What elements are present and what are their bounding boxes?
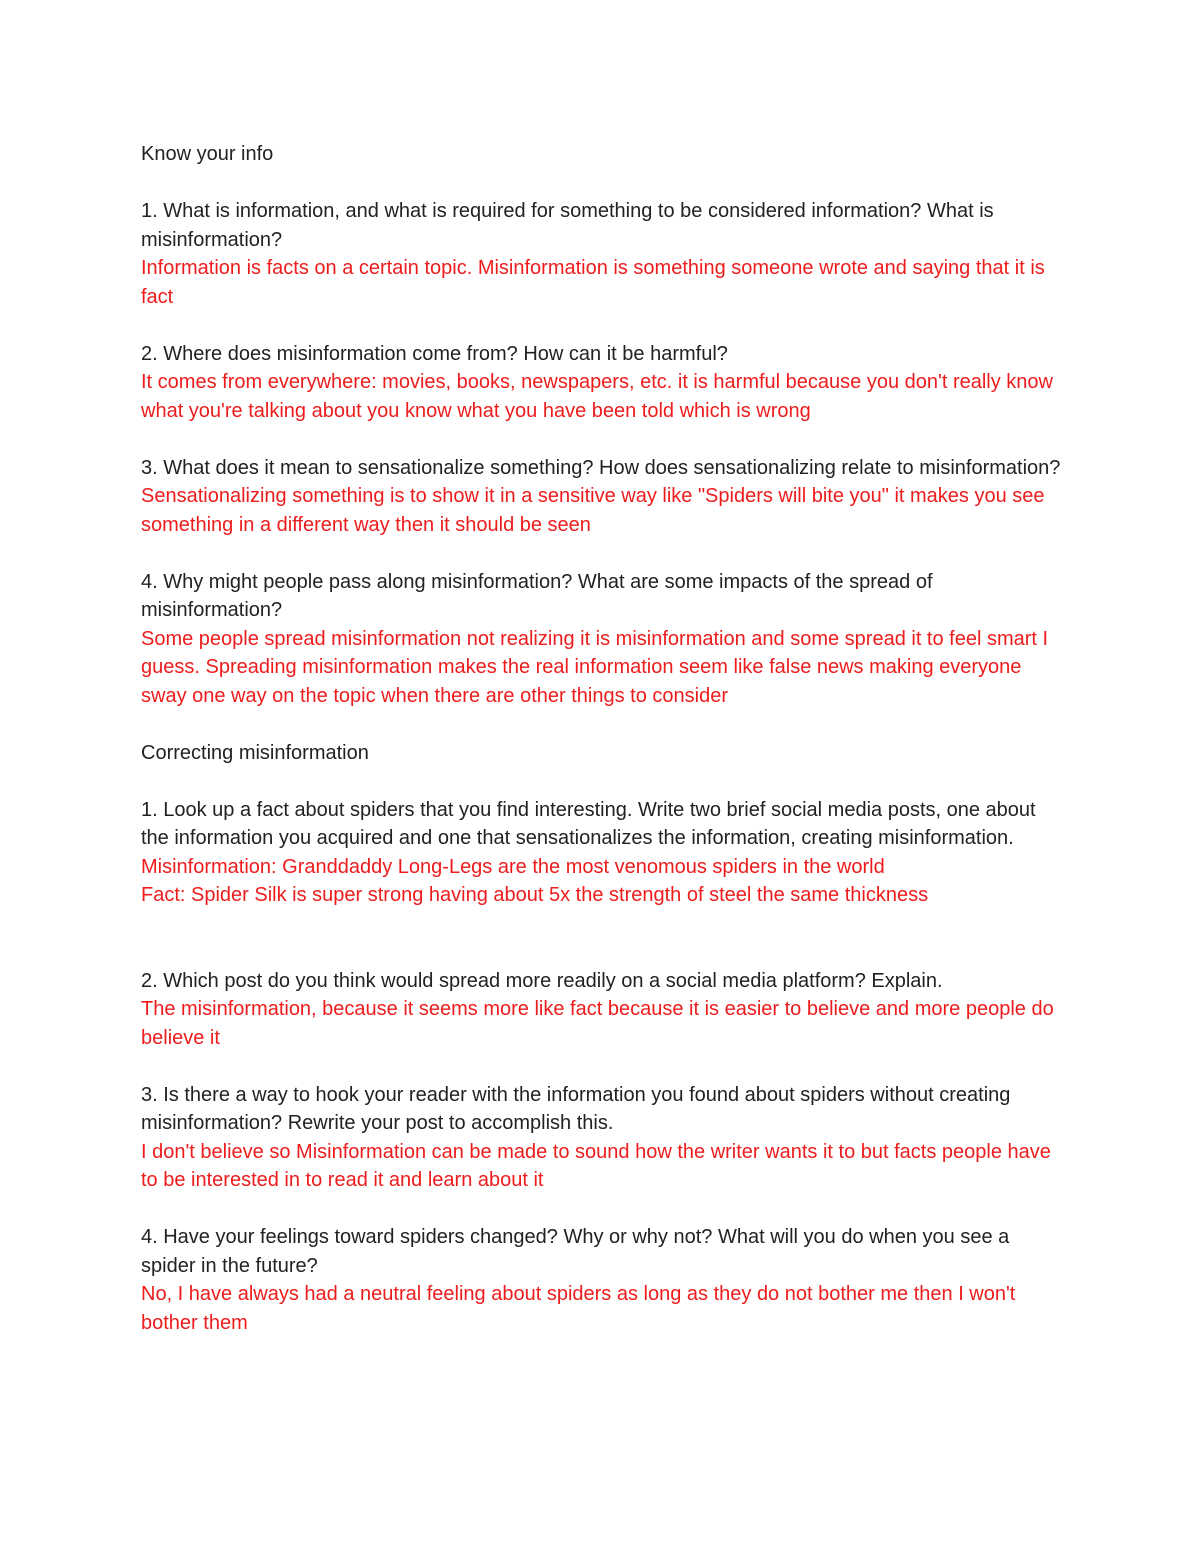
question-text: 3. What does it mean to sensationalize something? How does sensationalizing relate to misinformation? <box>141 456 1061 479</box>
question-text: 4. Have your feelings toward spiders changed? Why or why not? What will you do when you see a spider in the future? <box>141 1226 1010 1277</box>
question-block-3 <box>141 454 1061 540</box>
answer-text <box>141 853 1061 910</box>
answer-text: Some people spread misinformation not realizing it is misinformation and some spread it to feel smart I guess. Spreading misinformation makes the real information seem like false news making everyone sway one way on the topic when there are other things to consider <box>141 627 1049 707</box>
question-block-spiders-3 <box>141 1081 1061 1195</box>
answer-text: Sensationalizing something is to show it in a sensitive way like "Spiders will bite you" it makes you see something in a different way then it should be seen <box>141 485 1045 536</box>
question-text: 2. Where does misinformation come from? How can it be harmful? <box>141 342 728 365</box>
answer-text: Information is facts on a certain topic. Misinformation is something someone wrote and saying that it is fact <box>141 257 1045 308</box>
fact-post: Fact: Spider Silk is super strong having about 5x the strength of steel the same thickness <box>141 884 929 906</box>
answer-text: No, I have always had a neutral feeling about spiders as long as they do not bother me then I won't bother them <box>141 1283 1016 1334</box>
question-block-1 <box>141 197 1061 311</box>
answer-text: It comes from everywhere: movies, books, newspapers, etc. it is harmful because you don't really know what you're talking about you know what you have been told which is wrong <box>141 371 1053 422</box>
question-text: 2. Which post do you think would spread more readily on a social media platform? Explain. <box>141 969 943 992</box>
document-page <box>141 140 1061 1366</box>
section-heading-know-your-info <box>141 140 1061 169</box>
answer-text: I don't believe so Misinformation can be made to sound how the writer wants it to but facts people have to be interested in to read it and learn about it <box>141 1140 1051 1191</box>
heading-text: Correcting misinformation <box>141 741 369 764</box>
question-block-spiders-4 <box>141 1223 1061 1337</box>
section-heading-correcting-misinformation <box>141 739 1061 768</box>
question-block-spiders-2 <box>141 967 1061 1053</box>
question-text: 4. Why might people pass along misinformation? What are some impacts of the spread of misinformation? <box>141 570 933 621</box>
question-block-4 <box>141 568 1061 711</box>
question-text: 1. What is information, and what is required for something to be considered information? What is misinformation? <box>141 200 994 251</box>
question-block-spiders-1 <box>141 796 1061 910</box>
misinformation-post: Misinformation: Granddaddy Long-Legs are the most venomous spiders in the world <box>141 855 885 878</box>
heading-text: Know your info <box>141 143 274 165</box>
blank-line <box>141 938 1061 967</box>
answer-text: The misinformation, because it seems more like fact because it is easier to believe and more people do believe it <box>141 998 1054 1049</box>
question-text: 1. Look up a fact about spiders that you find interesting. Write two brief social media posts, one about the information you acquired and one that sensationalizes the information, creating misinformation. <box>141 798 1036 849</box>
question-block-2 <box>141 340 1061 426</box>
question-text: 3. Is there a way to hook your reader with the information you found about spiders without creating misinformation? Rewrite your post to accomplish this. <box>141 1083 1011 1134</box>
